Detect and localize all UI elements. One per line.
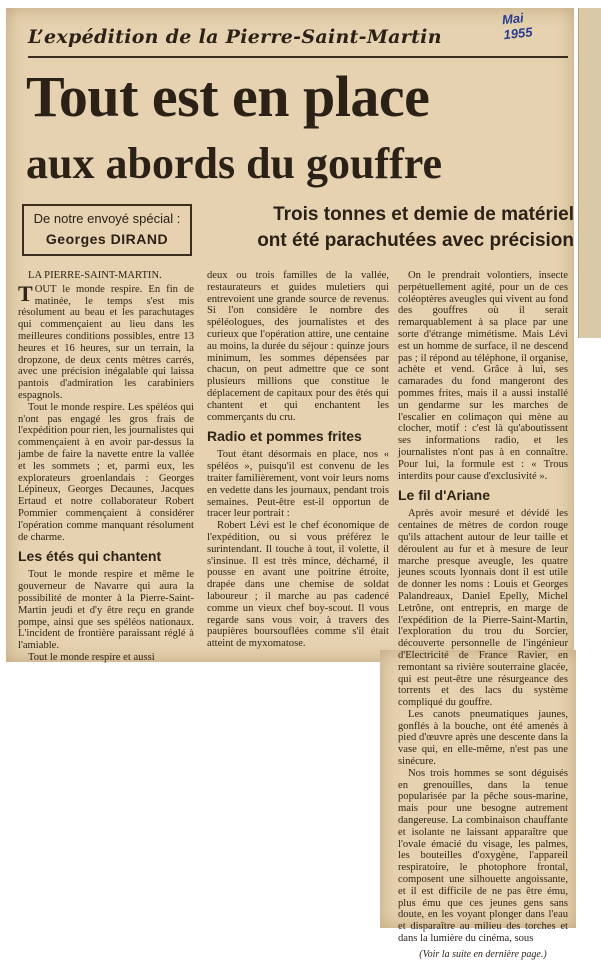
paragraph: Robert Lévi est le chef économique de l'expédition, ou si vous préférez le surintendant. Il touche à tout, il volette, il s'insinue. Il est très mince, décharné, il pousse en avant une poitrine étroite, drapée dans une chemise de soldat laboureur ; il marche au pas cadencé comme un vieux chef boy-scout. Il vous regarde sans vous voir, à travers des paupières boursouflées comme s'il était atteint de myxomatose. <box>207 520 389 650</box>
paragraph-text: OUT le monde respire. En fin de matinée, le temps s'est mis résolument au beau et les parachutages qui commençaient au lieu dans les meilleures conditions possibles, entre 13 heures et 16 heures, sur un terrain, la dropzone, de deux cents mètres carrés, avec une précision inégalable qui laissa pantois d'admiration les carabiniers espagnols. <box>18 283 194 401</box>
dateline: LA PIERRE-SAINT-MARTIN. <box>28 270 162 281</box>
subheading: Le fil d'Ariane <box>398 487 491 504</box>
headline-line-1: Tout est en place <box>26 64 430 129</box>
deck-line-2: ont été parachutées avec précision <box>257 230 574 251</box>
continuation-note: (Voir la suite en dernière page.) <box>419 948 547 960</box>
kicker: L’expédition de la Pierre-Saint-Martin <box>28 26 442 48</box>
subheading: Les étés qui chantent <box>18 548 162 565</box>
byline-box <box>22 204 192 256</box>
date-stamp: Mai 1955 <box>501 10 534 43</box>
byline-role: De notre envoyé spécial : <box>33 211 181 226</box>
column-3 <box>398 270 568 960</box>
kicker-rule <box>28 56 568 58</box>
paragraph: On le prendrait volontiers, insecte perpétuellement agité, pour un de ces coléoptères aveugles qui vivent au fond des gouffres où il serait remarquablement à sa place par une sorte d'étrange mimétisme. Mais Lévi est un homme de surface, il ne descend pas ; il répond au téléphone, il organise, achète et vend. Grâce à lui, ses camarades du fond mangeront des pommes frites, mais il a aussi installé un gendarme sur les marches de l'escalier en colimaçon qui mène au clocher, motif : c'est là qu'aboutissent ses informations radio, et les journalistes n'ont pas à en connaître. Pour lui, la formule est : « Trous interdits pour cause d'exclusivité ». <box>398 270 568 482</box>
deck-line-1: Trois tonnes et demie de matériel <box>273 204 574 225</box>
drop-cap: T <box>18 280 33 306</box>
paragraph: deux ou trois familles de la vallée, restaurateurs et guides muletiers qui entrevoient une grande source de revenus. Si l'on considère le nombre des spéléologues, des journalistes et des curieux que l'opération attire, une centaine au moins, la durée du séjour : quinze jours minimum, les sommes dépensées par chacun, on peut admettre que ce sont plusieurs millions que constitue le déplacement de capitaux pour des étés qui chantent et qui enchantent les commerçants du cru. <box>207 270 389 423</box>
headline-line-2: aux abords du gouffre <box>26 139 443 188</box>
paragraph: Tout le monde respire et aussi <box>28 651 155 663</box>
paragraph: Les canots pneumatiques jaunes, gonflés à la bouche, ont été amenés à pied d'œuvre après une descente dans la vase qui, en elle-même, n'est pas une sinécure. <box>398 708 568 768</box>
paragraph: Après avoir mesuré et dévidé les centaines de mètres de cordon rouge qu'ils attachent autour de leur taille et déroulent au fur et à mesure de leur marche presque aveugle, les quatre jeunes scouts lyonnais dont il est utile de donner les noms : Louis et Georges Palandreaux, Daniel Epelly, Michel Letrône, ont entrepris, en marge de l'expédition de la Pierre-Saint-Martin, l'exploration du trou du Sorcier, découverte personnelle de l'ingénieur d'Electricité de France Ravier, en remontant sa rivière souterraine glacée, qui est peut-être une résurgeance des torrents et des lacs du système compliqué du gouffre. <box>398 508 568 709</box>
paragraph: Tout le monde respire. Les spéléos qui n'ont pas engagé les gros frais de l'expédition pour rien, les journalistes qui commençaient à en avoir par-dessus la jambe de faire la navette entre la vallée et les sommets ; et, parmi eux, les explorateurs groenlandais : Georges Lépineux, Georges Decaunes, Jacques Ertaud et notre collaborateur Robert Pommier commençaient à considérer l'opération comme manquant résolument de charme. <box>18 401 194 543</box>
deck <box>206 202 574 254</box>
column-2 <box>207 270 389 662</box>
paragraph <box>18 280 194 402</box>
paragraph: Tout étant désormais en place, nos « spéléos », puisqu'il est convenu de les traiter familièrement, vont voir leurs noms en vedette dans les journaux, pendant trois semaines. Peut-être est-il opportun de tracer leur portrait : <box>207 449 389 520</box>
subheading: Radio et pommes frites <box>207 428 362 445</box>
adjacent-page-edge <box>578 8 601 338</box>
byline-author: Georges DIRAND <box>45 231 169 247</box>
paragraph: Nos trois hommes se sont déguisés en grenouilles, dans la tenue popularisée par la pêche sous-marine, mais pour une besogne autrement dangereuse. La combinaison chauffante et isolante ne laissant apparaître que l'ovale émacié du visage, les palmes, les bouteilles d'oxygène, l'appareil respiratoire, le photophore frontal, composent une silhouette angoissante, et il est difficile de ne pas être ému, plus ému que ces jeunes gens sans doute, en les voyant plonger dans l'eau et disparaître au milieu des torches et dans la lumière du cinéma, sous <box>398 767 568 945</box>
column-1 <box>18 270 194 662</box>
paragraph: Tout le monde respire et même le gouverneur de Navarre qui aura la possibilité de monter à la Pierre-Saint-Martin jeudi et d'y être reçu en grande pompe, ainsi que ses spéléos nationaux. L'incident de frontière paraissant réglé à l'amiable. <box>18 569 194 652</box>
